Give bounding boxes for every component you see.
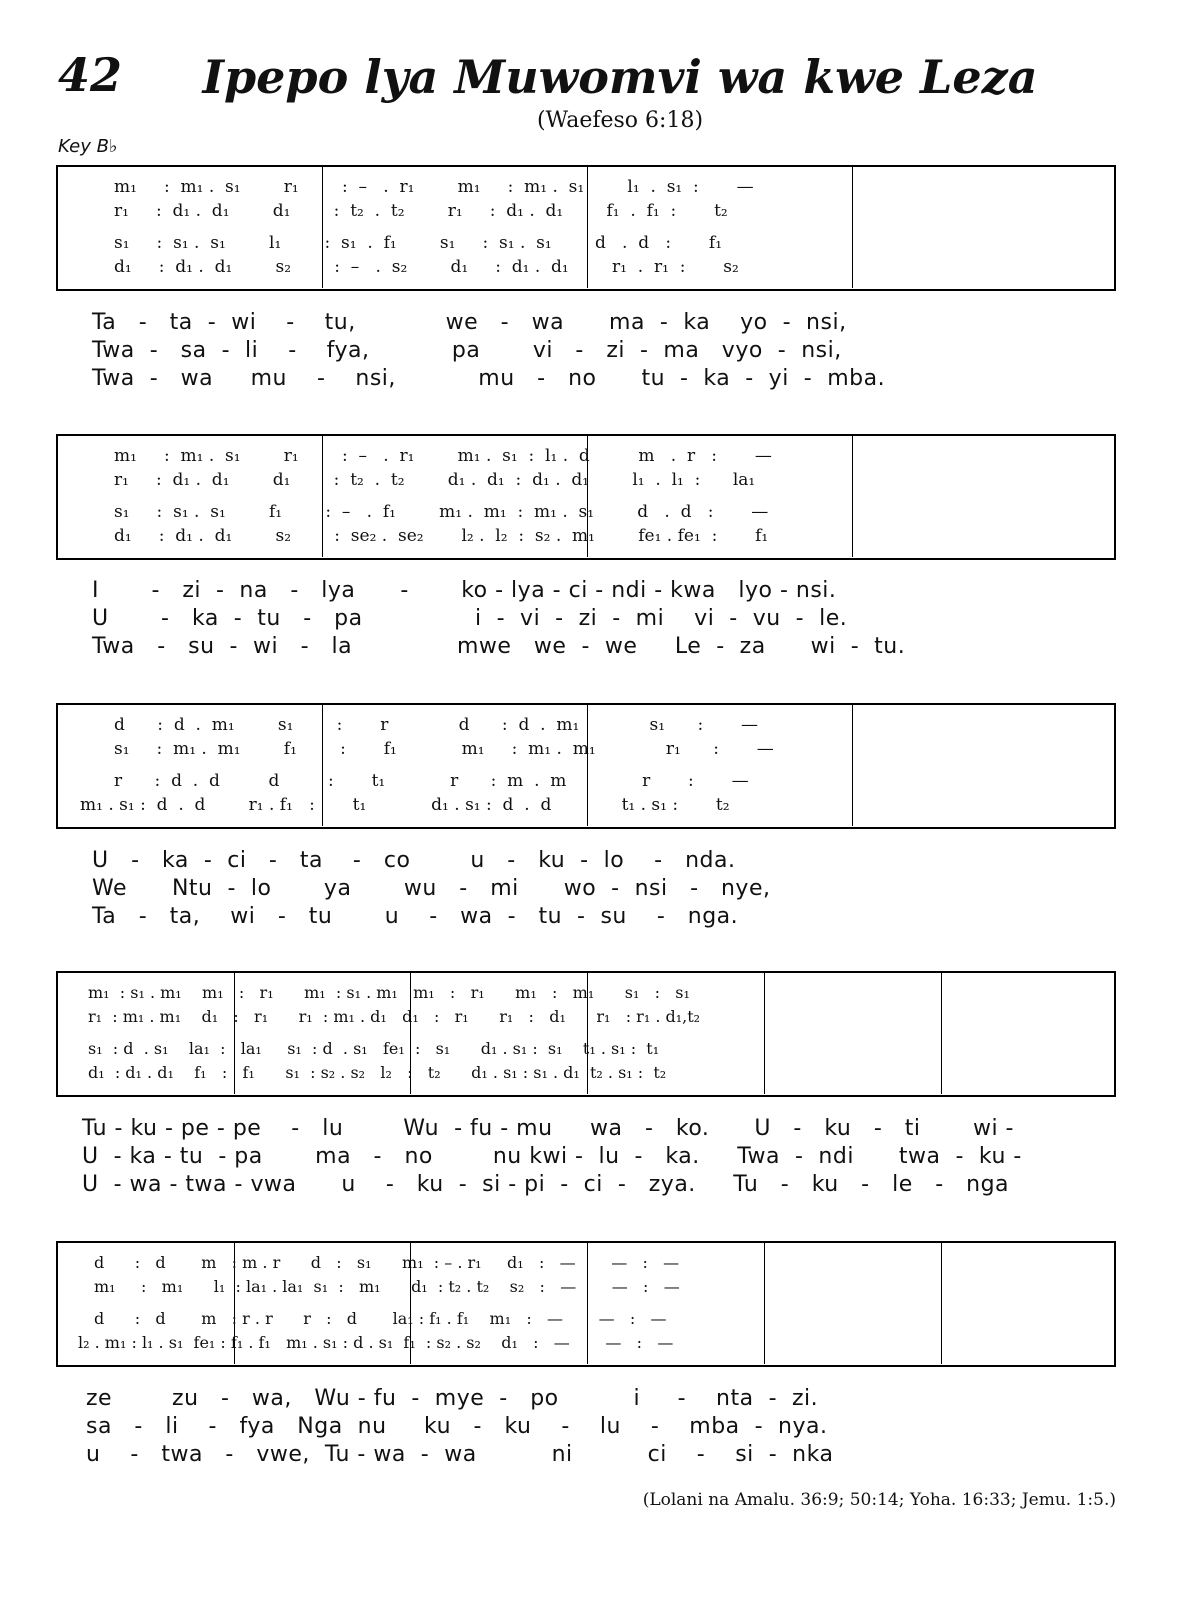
tenor-line: s₁ : s₁ . s₁ l₁ : s₁ . f₁ s₁ : s₁ . s₁ d . d : f₁ [114, 233, 723, 253]
soprano-line: d : d m : m . r d : s₁ m₁ : – . r₁ d₁ : — — : — [94, 1253, 680, 1272]
tenor-line: s₁ : s₁ . s₁ f₁ : – . f₁ m₁ . m₁ : m₁ . s₁ d . d : — [114, 502, 769, 522]
alto-line: s₁ : m₁ . m₁ f₁ : f₁ m₁ : m₁ . m₁ r₁ : — [114, 739, 774, 759]
lyric-verse-3: Twa - su - wi - la mwe we - we Le - za wi - tu. [92, 634, 906, 659]
alto-line: m₁ : m₁ l₁ : la₁ . la₁ s₁ : m₁ d₁ : t₂ . t₂ s₂ : — — : — [94, 1277, 680, 1296]
music-system-3 [56, 703, 1116, 829]
lyric-verse-3: Twa - wa mu - nsi, mu - no tu - ka - yi - mba. [92, 366, 886, 391]
scripture-footnote: (Lolani na Amalu. 36:9; 50:14; Yoha. 16:33; Jemu. 1:5.) [642, 1490, 1116, 1510]
barline [941, 973, 942, 1094]
music-system-1 [56, 165, 1116, 291]
bass-line: d₁ : d₁ . d₁ s₂ : – . s₂ d₁ : d₁ . d₁ r₁ . r₁ : s₂ [114, 257, 739, 277]
bass-line: m₁ . s₁ : d . d r₁ . f₁ : t₁ d₁ . s₁ : d . d t₁ . s₁ : t₂ [80, 795, 730, 815]
lyric-verse-1: U - ka - ci - ta - co u - ku - lo - nda. [92, 848, 736, 873]
lyric-verse-3: Ta - ta, wi - tu u - wa - tu - su - nga. [92, 904, 739, 929]
lyric-verse-2: Twa - sa - li - fya, pa vi - zi - ma vyo - nsi, [92, 338, 842, 363]
bass-line: l₂ . m₁ : l₁ . s₁ fe₁ : f₁ . f₁ m₁ . s₁ : d . s₁ f₁ : s₂ . s₂ d₁ : — — : — [78, 1333, 674, 1352]
barline [852, 705, 853, 826]
music-system-5 [56, 1241, 1116, 1367]
lyric-verse-2: U - ka - tu - pa ma - no nu kwi - lu - ka. Twa - ndi twa - ku - [82, 1144, 1022, 1169]
alto-line: r₁ : d₁ . d₁ d₁ : t₂ . t₂ d₁ . d₁ : d₁ . d₁ l₁ . l₁ : la₁ [114, 470, 756, 490]
soprano-line: m₁ : m₁ . s₁ r₁ : – . r₁ m₁ . s₁ : l₁ . d m . r : — [114, 446, 772, 466]
key-signature: Key B♭ [58, 136, 118, 157]
barline [941, 1243, 942, 1364]
barline [764, 973, 765, 1094]
tenor-line: s₁ : d . s₁ la₁ : la₁ s₁ : d . s₁ fe₁ : s₁ d₁ . s₁ : s₁ t₁ . s₁ : t₁ [88, 1039, 660, 1058]
soprano-line: m₁ : m₁ . s₁ r₁ : – . r₁ m₁ : m₁ . s₁ l₁ . s₁ : — [114, 177, 754, 197]
lyric-verse-1: Ta - ta - wi - tu, we - wa ma - ka yo - nsi, [92, 310, 847, 335]
lyric-verse-1: ze zu - wa, Wu - fu - mye - po i - nta - zi. [86, 1386, 819, 1411]
soprano-line: d : d . m₁ s₁ : r d : d . m₁ s₁ : — [114, 715, 759, 735]
bass-line: d₁ : d₁ . d₁ f₁ : f₁ s₁ : s₂ . s₂ l₂ : t₂ d₁ . s₁ : s₁ . d₁ t₂ . s₁ : t₂ [88, 1063, 667, 1082]
alto-line: r₁ : m₁ . m₁ d₁ : r₁ r₁ : m₁ . d₁ d₁ : r₁ r₁ : d₁ r₁ : r₁ . d₁,t₂ [88, 1007, 701, 1026]
lyric-verse-2: We Ntu - lo ya wu - mi wo - nsi - nye, [92, 876, 771, 901]
lyric-verse-2: sa - li - fya Nga nu ku - ku - lu - mba - nya. [86, 1414, 828, 1439]
hymn-title: Ipepo lya Muwomvi wa kwe Leza [202, 50, 1038, 104]
music-system-4 [56, 971, 1116, 1097]
hymn-number: 42 [58, 48, 123, 102]
lyric-verse-1: I - zi - na - lya - ko - lya - ci - ndi - kwa lyo - nsi. [92, 578, 837, 603]
lyric-verse-1: Tu - ku - pe - pe - lu Wu - fu - mu wa - ko. U - ku - ti wi - [82, 1116, 1014, 1141]
scripture-reference: (Waefeso 6:18) [536, 108, 704, 133]
tenor-line: d : d m : r . r r : d la₁ : f₁ . f₁ m₁ : — — : — [94, 1309, 667, 1328]
lyric-verse-3: u - twa - vwe, Tu - wa - wa ni ci - si - nka [86, 1442, 834, 1467]
barline [764, 1243, 765, 1364]
bass-line: d₁ : d₁ . d₁ s₂ : se₂ . se₂ l₂ . l₂ : s₂ . m₁ fe₁ . fe₁ : f₁ [114, 526, 769, 546]
music-system-2 [56, 434, 1116, 560]
barline [852, 167, 853, 288]
lyric-verse-3: U - wa - twa - vwa u - ku - si - pi - ci - zya. Tu - ku - le - nga [82, 1172, 1010, 1197]
alto-line: r₁ : d₁ . d₁ d₁ : t₂ . t₂ r₁ : d₁ . d₁ f₁ . f₁ : t₂ [114, 201, 728, 221]
lyric-verse-2: U - ka - tu - pa i - vi - zi - mi vi - vu - le. [92, 606, 848, 631]
soprano-line: m₁ : s₁ . m₁ m₁ : r₁ m₁ : s₁ . m₁ m₁ : r₁ m₁ : m₁ s₁ : s₁ [88, 983, 690, 1002]
tenor-line: r : d . d d : t₁ r : m . m r : — [114, 771, 749, 791]
barline [852, 436, 853, 557]
